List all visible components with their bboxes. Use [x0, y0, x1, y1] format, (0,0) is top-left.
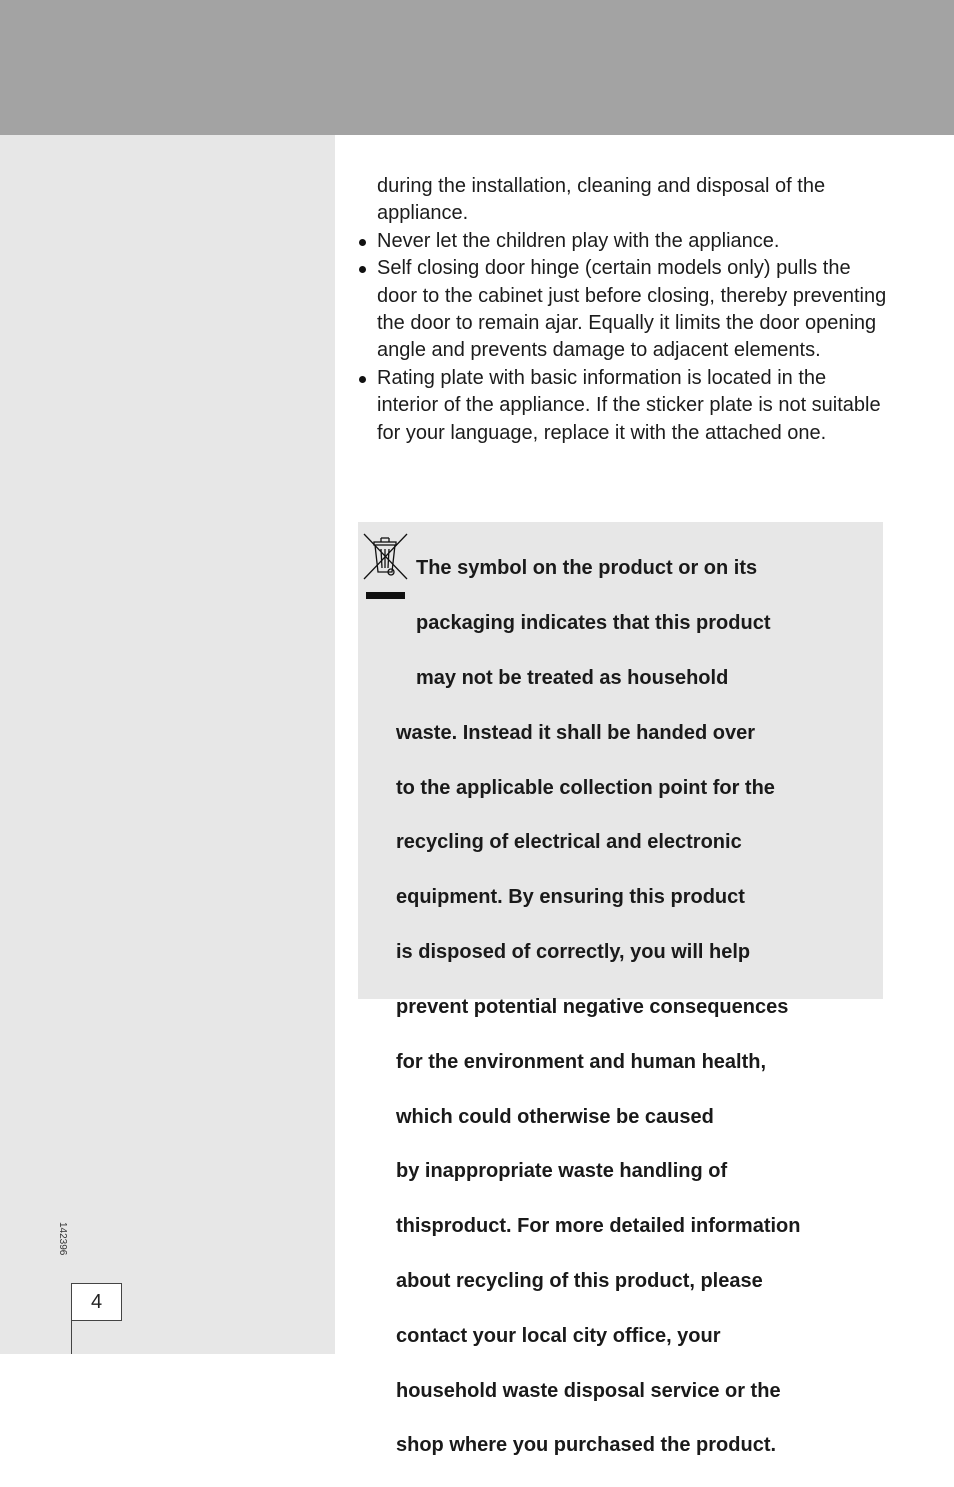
weee-line: packaging indicates that this product: [416, 612, 771, 635]
list-item-text: Never let the children play with the appliance.: [377, 229, 780, 252]
weee-line: to the applicable collection point for the: [396, 776, 775, 799]
document-code: 142396: [57, 1222, 68, 1256]
weee-line: which could otherwise be caused: [396, 1105, 714, 1128]
weee-line: prevent potential negative consequences: [396, 995, 789, 1018]
weee-line: equipment. By ensuring this product: [396, 886, 745, 909]
continuation-paragraph: during the installation, cleaning and disposal of the appliance.: [377, 175, 826, 225]
weee-line: contact your local city office, your: [396, 1324, 721, 1347]
list-item: [358, 228, 888, 255]
bullet-icon: [359, 239, 366, 246]
list-item-text: Rating plate with basic information is located in the interior of the appliance. If the sticker plate is not suitable for your language, replace it with the attached one.: [377, 366, 881, 444]
weee-line: recycling of electrical and electronic: [396, 831, 742, 854]
list-item: [358, 255, 888, 365]
weee-line: may not be treated as household: [416, 667, 729, 690]
weee-disposal-notice: [358, 522, 883, 1457]
weee-line: The symbol on the product or on its: [416, 557, 758, 580]
list-item-text: Self closing door hinge (certain models only) pulls the door to the cabinet just before closing, thereby preventing the door to remain ajar. Equally it limits the door opening angle and prevents damage to adjacent elements.: [377, 257, 887, 362]
safety-bullet-list: [358, 228, 888, 447]
bullet-icon: [359, 376, 366, 383]
weee-line: about recycling of this product, please: [396, 1269, 763, 1292]
side-panel: [0, 135, 335, 1354]
weee-line: shop where you purchased the product.: [396, 1434, 777, 1457]
page-number: 4: [71, 1283, 122, 1321]
weee-line: household waste disposal service or the: [396, 1379, 781, 1402]
list-item: [358, 365, 888, 447]
header-band: [0, 0, 954, 135]
main-text: [358, 173, 888, 447]
weee-line: is disposed of correctly, you will help: [396, 941, 751, 964]
weee-notice-text: [396, 528, 876, 1487]
weee-line: for the environment and human health,: [396, 1050, 767, 1073]
weee-line: by inappropriate waste handling of: [396, 1160, 728, 1183]
bullet-icon: [359, 266, 366, 273]
page-number-rule: [71, 1319, 72, 1354]
weee-line: thisproduct. For more detailed information: [396, 1215, 801, 1238]
weee-line: waste. Instead it shall be handed over: [396, 721, 755, 744]
